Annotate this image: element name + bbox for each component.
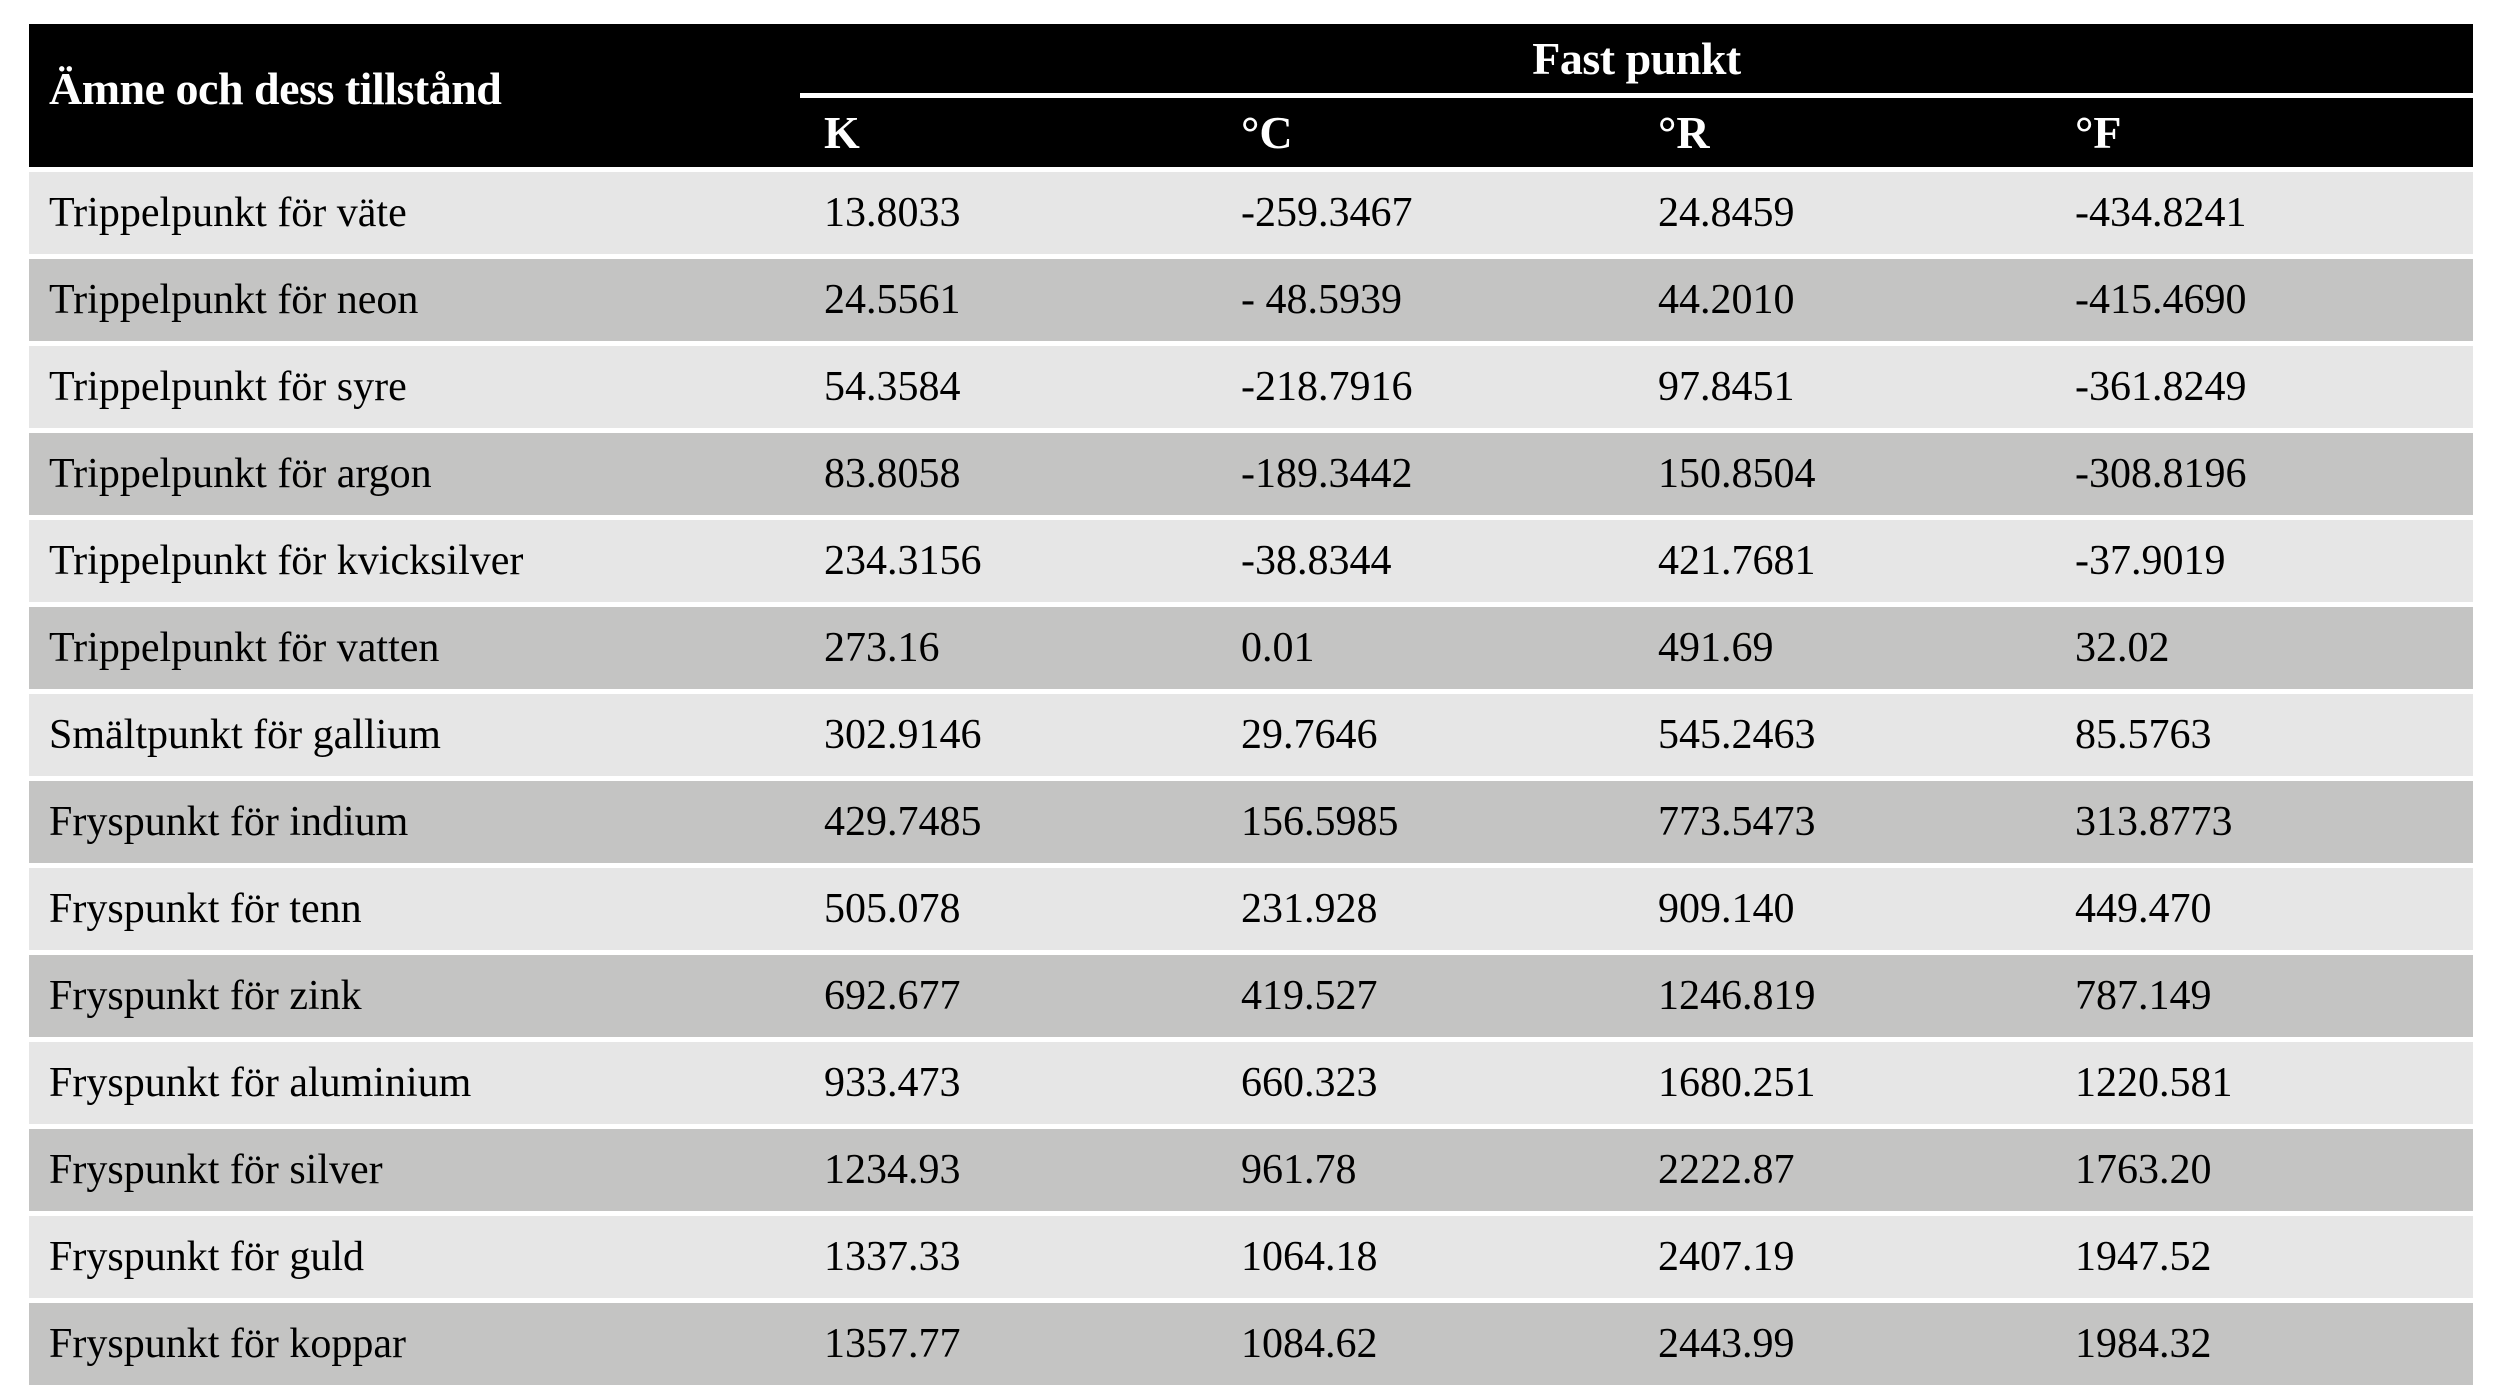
kelvin-cell: 1337.33: [824, 1234, 961, 1280]
celsius-cell: 1064.18: [1241, 1234, 1378, 1280]
fahrenheit-cell: 449.470: [2075, 886, 2212, 932]
kelvin-cell: 933.473: [824, 1060, 961, 1106]
rankine-cell: 1680.251: [1658, 1060, 1816, 1106]
table-row: [29, 341, 2473, 428]
fahrenheit-cell: 1220.581: [2075, 1060, 2233, 1106]
rankine-cell: 150.8504: [1658, 451, 1816, 497]
substance-cell: Fryspunkt för aluminium: [49, 1060, 472, 1106]
unit-header-fahrenheit: °F: [2075, 107, 2122, 158]
rankine-cell: 44.2010: [1658, 277, 1795, 323]
substance-cell: Smältpunkt för gallium: [49, 712, 441, 758]
kelvin-cell: 692.677: [824, 973, 961, 1019]
celsius-cell: 29.7646: [1241, 712, 1378, 758]
celsius-cell: - 48.5939: [1241, 277, 1402, 323]
kelvin-cell: 1357.77: [824, 1321, 961, 1367]
substance-cell: Trippelpunkt för argon: [49, 451, 432, 497]
rankine-cell: 773.5473: [1658, 799, 1816, 845]
table-row: [29, 776, 2473, 863]
fahrenheit-cell: -361.8249: [2075, 364, 2247, 410]
table-header: [29, 24, 2473, 167]
rankine-cell: 24.8459: [1658, 190, 1795, 236]
kelvin-cell: 13.8033: [824, 190, 961, 236]
table-row: [29, 428, 2473, 515]
rankine-cell: 2407.19: [1658, 1234, 1795, 1280]
fahrenheit-cell: 32.02: [2075, 625, 2170, 671]
substance-cell: Fryspunkt för guld: [49, 1234, 364, 1280]
fixed-point-group-header: Fast punkt: [1532, 33, 1741, 84]
group-header-divider: [800, 93, 2473, 98]
table-row: [29, 254, 2473, 341]
celsius-cell: 961.78: [1241, 1147, 1357, 1193]
fahrenheit-cell: 1984.32: [2075, 1321, 2212, 1367]
celsius-cell: 156.5985: [1241, 799, 1399, 845]
kelvin-cell: 429.7485: [824, 799, 982, 845]
table-row: [29, 602, 2473, 689]
fahrenheit-cell: 787.149: [2075, 973, 2212, 1019]
subject-column-header: Ämne och dess tillstånd: [49, 63, 502, 114]
unit-header-celsius: °C: [1241, 107, 1293, 158]
kelvin-cell: 24.5561: [824, 277, 961, 323]
kelvin-cell: 505.078: [824, 886, 961, 932]
table-row: [29, 1124, 2473, 1211]
kelvin-cell: 302.9146: [824, 712, 982, 758]
fahrenheit-cell: -415.4690: [2075, 277, 2247, 323]
table-body: [29, 167, 2473, 1385]
table-row: [29, 689, 2473, 776]
rankine-cell: 491.69: [1658, 625, 1774, 671]
substance-cell: Fryspunkt för zink: [49, 973, 362, 1019]
table-row: [29, 167, 2473, 254]
rankine-cell: 2443.99: [1658, 1321, 1795, 1367]
table-row: [29, 1298, 2473, 1385]
celsius-cell: 1084.62: [1241, 1321, 1378, 1367]
fixed-points-table: [29, 24, 2473, 1385]
kelvin-cell: 54.3584: [824, 364, 961, 410]
substance-cell: Trippelpunkt för vatten: [49, 625, 440, 671]
substance-cell: Fryspunkt för koppar: [49, 1321, 406, 1367]
celsius-cell: -189.3442: [1241, 451, 1413, 497]
fahrenheit-cell: -308.8196: [2075, 451, 2247, 497]
rankine-cell: 97.8451: [1658, 364, 1795, 410]
celsius-cell: -259.3467: [1241, 190, 1413, 236]
celsius-cell: -38.8344: [1241, 538, 1392, 584]
celsius-cell: 0.01: [1241, 625, 1315, 671]
rankine-cell: 909.140: [1658, 886, 1795, 932]
table-row: [29, 1037, 2473, 1124]
fahrenheit-cell: 85.5763: [2075, 712, 2212, 758]
celsius-cell: -218.7916: [1241, 364, 1413, 410]
kelvin-cell: 273.16: [824, 625, 940, 671]
substance-cell: Trippelpunkt för väte: [49, 190, 407, 236]
substance-cell: Trippelpunkt för neon: [49, 277, 419, 323]
substance-cell: Trippelpunkt för kvicksilver: [49, 538, 524, 584]
kelvin-cell: 1234.93: [824, 1147, 961, 1193]
fahrenheit-cell: 313.8773: [2075, 799, 2233, 845]
unit-header-rankine: °R: [1658, 107, 1710, 158]
kelvin-cell: 83.8058: [824, 451, 961, 497]
fahrenheit-cell: -434.8241: [2075, 190, 2247, 236]
table-row: [29, 515, 2473, 602]
table-row: [29, 950, 2473, 1037]
celsius-cell: 231.928: [1241, 886, 1378, 932]
fahrenheit-cell: 1947.52: [2075, 1234, 2212, 1280]
rankine-cell: 2222.87: [1658, 1147, 1795, 1193]
rankine-cell: 545.2463: [1658, 712, 1816, 758]
substance-cell: Fryspunkt för silver: [49, 1147, 383, 1193]
substance-cell: Fryspunkt för tenn: [49, 886, 362, 932]
table-row: [29, 863, 2473, 950]
table-row: [29, 1211, 2473, 1298]
unit-header-kelvin: K: [824, 107, 860, 158]
kelvin-cell: 234.3156: [824, 538, 982, 584]
rankine-cell: 421.7681: [1658, 538, 1816, 584]
celsius-cell: 660.323: [1241, 1060, 1378, 1106]
fahrenheit-cell: -37.9019: [2075, 538, 2226, 584]
celsius-cell: 419.527: [1241, 973, 1378, 1019]
substance-cell: Trippelpunkt för syre: [49, 364, 407, 410]
rankine-cell: 1246.819: [1658, 973, 1816, 1019]
substance-cell: Fryspunkt för indium: [49, 799, 409, 845]
fahrenheit-cell: 1763.20: [2075, 1147, 2212, 1193]
